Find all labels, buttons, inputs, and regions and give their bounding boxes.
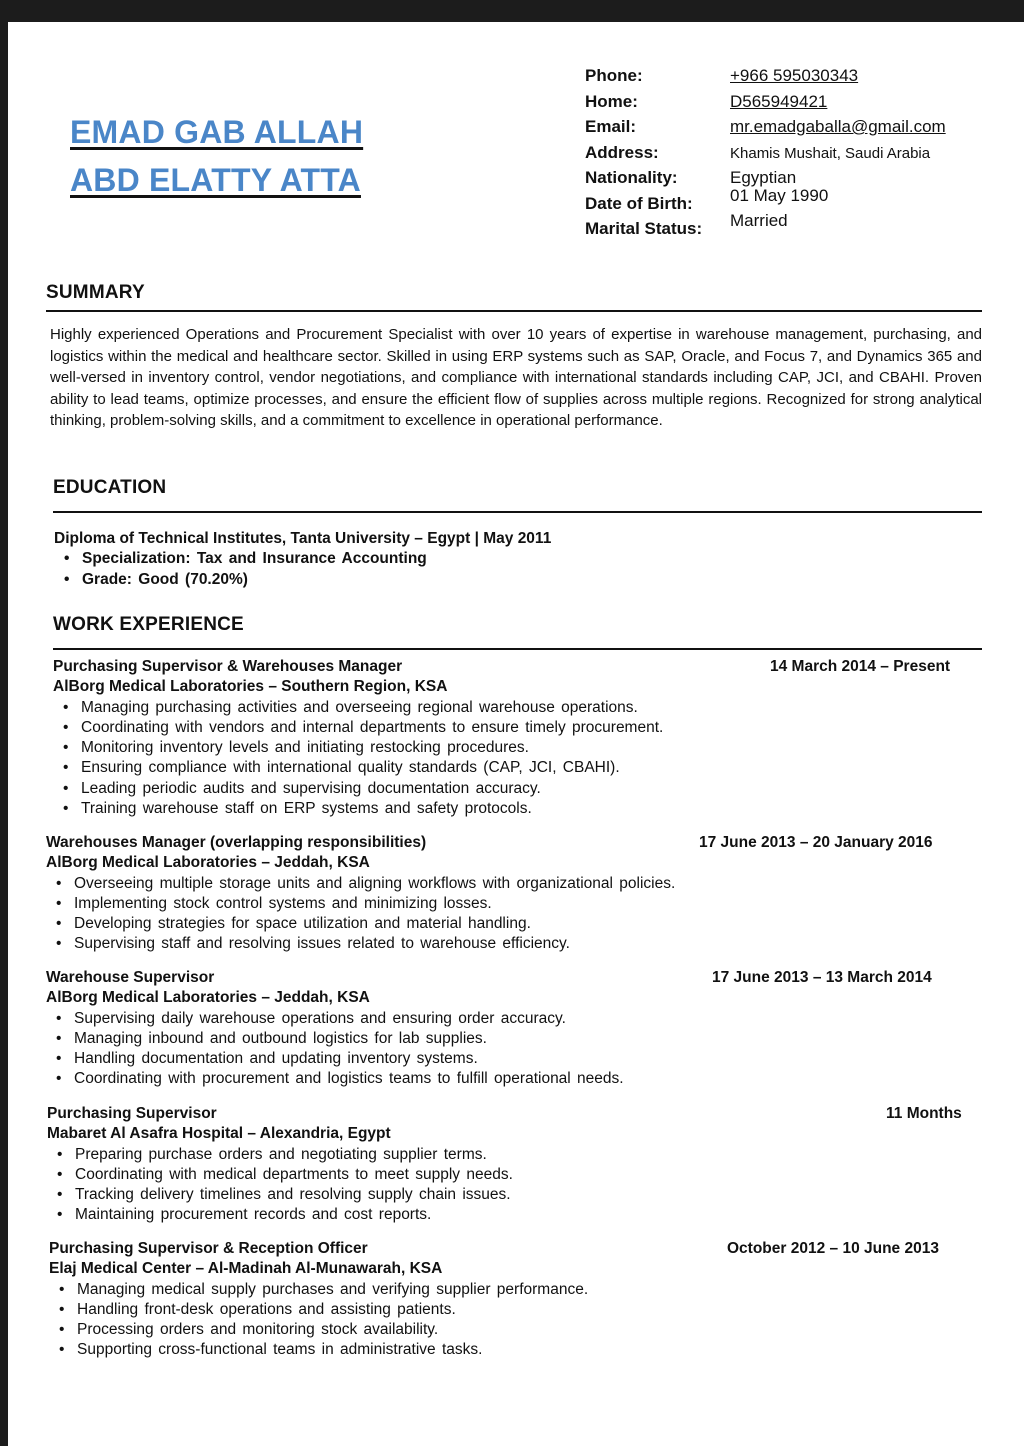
contact-row-email: [585, 117, 1005, 143]
address-value: Khamis Mushait, Saudi Arabia: [730, 144, 931, 162]
job-dates: 17 June 2013 – 20 January 2016: [699, 834, 933, 851]
job-role: [46, 834, 976, 854]
nationality-value: Egyptian: [730, 168, 797, 187]
email-label: Email:: [585, 117, 637, 136]
job-company: AlBorg Medical Laboratories – Jeddah, KSA: [46, 989, 370, 1007]
list-item: • Developing strategies for space utilization and material handling.: [46, 915, 976, 935]
list-item: • Specialization: Tax and Insurance Accounting: [54, 550, 551, 570]
list-item: • Coordinating with medical departments to meet supply needs.: [47, 1166, 977, 1186]
name-line-1: EMAD GAB ALLAH: [70, 114, 364, 150]
address-label: Address:: [585, 142, 659, 162]
phone-label: Phone:: [585, 66, 643, 85]
job-role: [46, 969, 976, 989]
home-link[interactable]: D565949421: [730, 91, 828, 111]
marital-value: Married: [730, 211, 788, 230]
education-bullets: [54, 550, 551, 591]
contact-info: [585, 66, 1005, 245]
list-item: • Managing medical supply purchases and verifying supplier performance.: [49, 1281, 979, 1301]
contact-row-dob: [585, 185, 1005, 220]
list-item: • Tracking delivery timelines and resolving supply chain issues.: [47, 1186, 977, 1206]
list-item: • Coordinating with procurement and logistics teams to fulfill operational needs.: [46, 1070, 976, 1090]
education-entry: [54, 530, 551, 591]
job-title: Purchasing Supervisor & Reception Officer: [49, 1240, 368, 1257]
summary-text: Highly experienced Operations and Procurement Specialist with over 10 years of expertise in warehouse management, purchasing, and logistics within the medical and healthcare sector. Skilled in using ERP systems such as SAP, Oracle, and Focus 7, and Dynamics 365 and well-versed in inventory control, vendor negotiations, and compliance with international standards including CAP, JCI, and CBAHI. Proven ability to lead teams, optimize processes, and ensure the efficient flow of supplies across multiple regions. Recognized for strong analytical thinking, problem-solving skills, and a commitment to excellence in operational performance.: [50, 326, 982, 430]
job-role: [47, 1105, 977, 1125]
summary-divider: [46, 310, 982, 312]
home-label: Home:: [585, 91, 638, 111]
list-item: • Handling documentation and updating inventory systems.: [46, 1050, 976, 1070]
contact-row-home: [585, 92, 1005, 118]
dob-value: 01 May 1990: [730, 185, 829, 205]
job-bullets: [53, 699, 973, 821]
job-entry-3: [46, 969, 976, 1091]
list-item: • Handling front-desk operations and assisting patients.: [49, 1301, 979, 1321]
summary-heading: SUMMARY: [46, 282, 145, 303]
job-company: AlBorg Medical Laboratories – Jeddah, KSA: [46, 854, 370, 872]
list-item: • Training warehouse staff on ERP systems and safety protocols.: [53, 800, 973, 820]
list-item: • Implementing stock control systems and minimizing losses.: [46, 895, 976, 915]
job-company: AlBorg Medical Laboratories – Southern Region, KSA: [53, 678, 448, 696]
work-experience-divider: [53, 648, 982, 650]
list-item: • Maintaining procurement records and cost reports.: [47, 1206, 977, 1226]
list-item: • Grade: Good (70.20%): [54, 571, 551, 591]
job-title: Warehouse Supervisor: [46, 969, 215, 986]
job-entry-2: [46, 834, 976, 956]
list-item: • Preparing purchase orders and negotiating supplier terms.: [47, 1146, 977, 1166]
job-dates: 17 June 2013 – 13 March 2014: [712, 969, 932, 986]
dob-label: Date of Birth:: [585, 193, 693, 213]
list-item: • Processing orders and monitoring stock availability.: [49, 1321, 979, 1341]
education-divider: [53, 511, 982, 513]
job-bullets: [46, 875, 976, 956]
job-entry-1: [53, 658, 973, 820]
email-link[interactable]: mr.emadgaballa@gmail.com: [730, 117, 946, 136]
job-company: Elaj Medical Center – Al-Madinah Al-Munawarah, KSA: [49, 1260, 443, 1278]
work-experience-heading: WORK EXPERIENCE: [53, 614, 244, 635]
list-item: • Supporting cross-functional teams in administrative tasks.: [49, 1341, 979, 1361]
nationality-label: Nationality:: [585, 168, 678, 187]
list-item: • Managing inbound and outbound logistics for lab supplies.: [46, 1030, 976, 1050]
education-degree: Diploma of Technical Institutes, Tanta University – Egypt | May 2011: [54, 530, 552, 547]
phone-link[interactable]: +966 595030343: [730, 66, 859, 85]
contact-row-marital: [585, 211, 1005, 245]
job-bullets: [46, 1010, 976, 1091]
contact-row-address: [585, 143, 1005, 169]
resume-page: [8, 22, 1024, 1446]
job-role: [53, 658, 973, 678]
job-title: Purchasing Supervisor: [47, 1105, 217, 1122]
job-dates: 11 Months: [886, 1105, 962, 1122]
list-item: • Leading periodic audits and supervising documentation accuracy.: [53, 780, 973, 800]
name-line-2: ABD ELATTY ATTA: [70, 162, 361, 198]
list-item: • Overseeing multiple storage units and aligning workflows with organizational policies.: [46, 875, 976, 895]
education-heading: EDUCATION: [53, 477, 167, 498]
job-company: Mabaret Al Asafra Hospital – Alexandria, Egypt: [47, 1125, 391, 1143]
list-item: • Supervising daily warehouse operations and ensuring order accuracy.: [46, 1010, 976, 1030]
job-title: Warehouses Manager (overlapping responsibilities): [46, 834, 427, 851]
job-role: [49, 1240, 979, 1260]
list-item: • Supervising staff and resolving issues related to warehouse efficiency.: [46, 935, 976, 955]
job-entry-5: [49, 1240, 979, 1362]
job-dates: 14 March 2014 – Present: [770, 658, 951, 675]
job-title: Purchasing Supervisor & Warehouses Manager: [53, 658, 403, 675]
job-dates: October 2012 – 10 June 2013: [727, 1240, 939, 1257]
list-item: • Monitoring inventory levels and initiating restocking procedures.: [53, 739, 973, 759]
contact-row-phone: [585, 66, 1005, 92]
list-item: • Ensuring compliance with international quality standards (CAP, JCI, CBAHI).: [53, 759, 973, 779]
marital-label: Marital Status:: [585, 219, 703, 238]
list-item: • Managing purchasing activities and overseeing regional warehouse operations.: [53, 699, 973, 719]
candidate-name: [70, 108, 363, 204]
list-item: • Coordinating with vendors and internal departments to ensure timely procurement.: [53, 719, 973, 739]
job-bullets: [49, 1281, 979, 1362]
job-bullets: [47, 1146, 977, 1227]
job-entry-4: [47, 1105, 977, 1227]
